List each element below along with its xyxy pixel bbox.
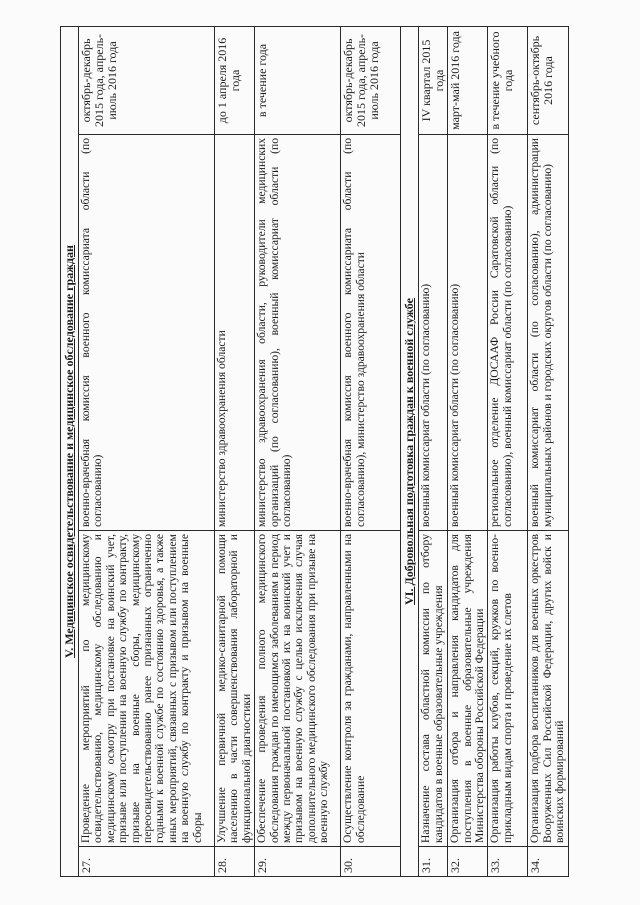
row-term: сентябрь-октябрь 2016 года [528,26,568,134]
row-number: 33. [488,847,528,877]
row-activity: Проведение мероприятий по медицинскому освидетельствованию, медицинскому обследованию и медицинскому осмотру при постановке на воинский учет, призыве или поступлении на военную службу по контракту, призыве на военные сборы, медицинскому переосвидетельствованию ранее признанных ограниченно годными к военной службе по состоянию здоровья, а также иных мероприятий, связанных с призывом или поступлением на военную службу по контракту и призывом на военные сборы [79,531,215,847]
row-term: октябрь-декабрь 2015 года, апрель-июль 2016 года [79,26,215,134]
table-row [255,26,341,876]
row-term: IV квартал 2015 года [419,26,448,134]
row-activity: Назначение состава областной комиссии по отбору кандидатов в военные образовательные учреждения [419,531,448,847]
row-activity: Обеспечение проведения полного медицинского обследования граждан по имеющимся заболеваниям в период между первоначальной постановкой их на воинский учет и призывом на военную службу с целью исключения случая дополнительного медицинского обследования при призыве на военную службу [255,531,341,847]
row-executor: министерство здравоохранения области [215,135,255,531]
section-title: V. Медицинское освидетельствование и медицинское обследование граждан [61,26,79,876]
row-executor: военно-врачебная комиссия военного комиссариата области (по согласованию), министерство здравоохранения области [341,135,401,531]
section-header-row [61,26,79,876]
table-row [79,26,215,876]
row-activity: Организация подбора воспитанников для военных оркестров Вооруженных Сил Российской Федерации, других войск и воинских формирований [528,531,568,847]
row-executor: военно-врачебная комиссия военного комиссариата области (по согласованию) [79,135,215,531]
table-row [488,26,528,876]
row-term: в течение учебного года [488,26,528,134]
rotated-table-sheet [60,27,590,877]
row-number: 31. [419,847,448,877]
row-activity: Осуществление контроля за гражданами, направленными на обследование [341,531,401,847]
row-executor: военный комиссариат области (по согласованию) [419,135,448,531]
row-executor: военный комиссариат области (по согласованию) [448,135,488,531]
section-title: VI. Добровольная подготовка граждан к военной службе [401,26,419,876]
table-row [419,26,448,876]
table-row [215,26,255,876]
row-executor: министерство здравоохранения области, руководители медицинских организаций (по согласованию), военный комиссариат области (по согласованию) [255,135,341,531]
row-term: в течение года [255,26,341,134]
row-number: 29. [255,847,341,877]
row-executor: региональное отделение ДОСААФ России Саратовской области (по согласованию), военный комиссариат области (по согласованию) [488,135,528,531]
table-row [448,26,488,876]
row-number: 27. [79,847,215,877]
row-number: 28. [215,847,255,877]
row-number: 30. [341,847,401,877]
plan-table [60,26,569,877]
row-activity: Организация работы клубов, секций, кружков по военно-прикладным видам спорта и проведение их слетов [488,531,528,847]
section-header-row [401,26,419,876]
row-term: октябрь-декабрь 2015 года, апрель-июль 2016 года [341,26,401,134]
table-row [341,26,401,876]
row-term: март-май 2016 года [448,26,488,134]
table-row [528,26,568,876]
row-executor: военный комиссариат области (по согласованию), администрации муниципальных районов и городских округов области (по согласованию) [528,135,568,531]
row-number: 34. [528,847,568,877]
row-activity: Улучшение первичной медико-санитарной помощи населению в части совершенствования лабораторной и функциональной диагностики [215,531,255,847]
row-number: 32. [448,847,488,877]
row-activity: Организация отбора и направления кандидатов для поступления в военные образовательные учреждения Министерства обороны Российской Федерации [448,531,488,847]
row-term: до 1 апреля 2016 года [215,26,255,134]
